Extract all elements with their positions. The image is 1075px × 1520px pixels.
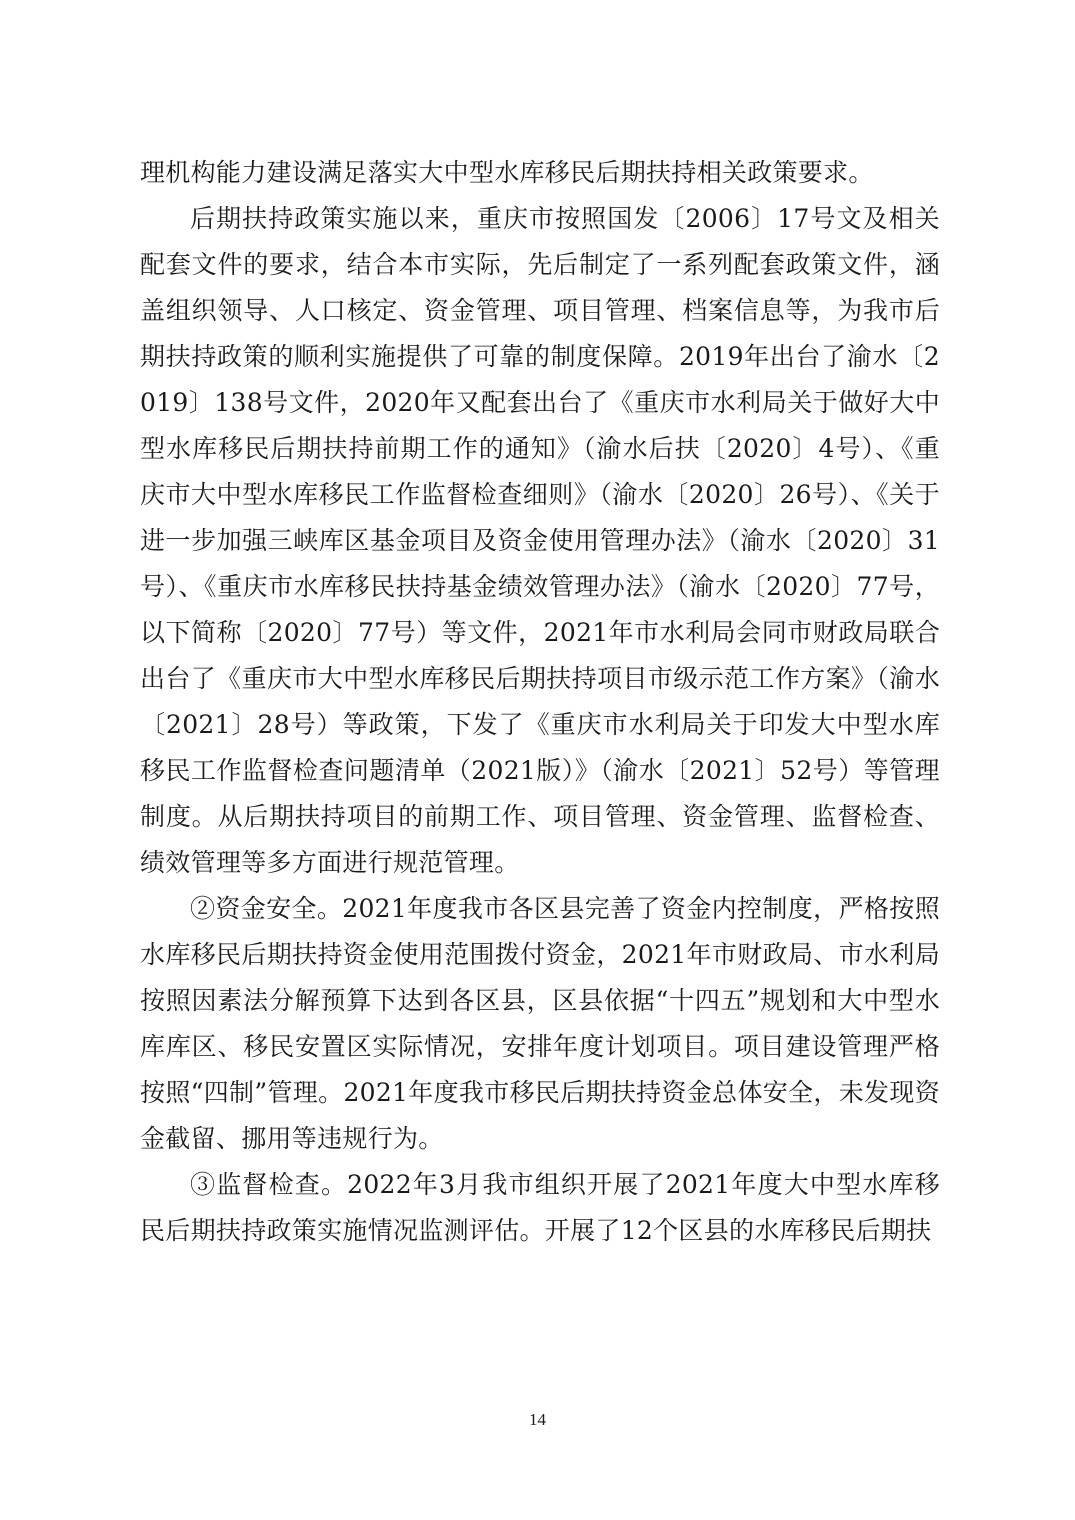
paragraph-policy-documents: 后期扶持政策实施以来，重庆市按照国发〔2006〕17号文及相关配套文件的要求，结合本市实际，先后制定了一系列配套政策文件，涵盖组织领导、人口核定、资金管理、项目管理、档案信息等，为我市后期扶持政策的顺利实施提供了可靠的制度保障。2019年出台了渝水〔2019〕138号文件，2020年又配套出台了《重庆市水利局关于做好大中型水库移民后期扶持前期工作的通知》（渝水后扶〔2020〕4号）、《重庆市大中型水库移民工作监督检查细则》（渝水〔2020〕26号）、《关于进一步加强三峡库区基金项目及资金使用管理办法》（渝水〔2020〕31号）、《重庆市水库移民扶持基金绩效管理办法》（渝水〔2020〕77号，以下简称〔2020〕77号）等文件，2021年市水利局会同市财政局联合出台了《重庆市大中型水库移民后期扶持项目市级示范工作方案》（渝水〔2021〕28号）等政策，下发了《重庆市水利局关于印发大中型水库移民工作监督检查问题清单（2021版）》（渝水〔2021〕52号）等管理制度。从后期扶持项目的前期工作、项目管理、资金管理、监督检查、绩效管理等多方面进行规范管理。 xyxy=(140,204,940,877)
paragraph-supervision-inspection: ③监督检查。2022年3月我市组织开展了2021年度大中型水库移民后期扶持政策实施情况监测评估。开展了12个区县的水库移民后期扶 xyxy=(140,1170,940,1245)
paragraph-continuation: 理机构能力建设满足落实大中型水库移民后期扶持相关政策要求。 xyxy=(140,158,874,187)
page-number: 14 xyxy=(529,1410,546,1429)
paragraph-fund-security: ②资金安全。2021年度我市各区县完善了资金内控制度，严格按照水库移民后期扶持资金使用范围拨付资金，2021年市财政局、市水利局按照因素法分解预算下达到各区县，区县依据“十四五”规划和大中型水库库区、移民安置区实际情况，安排年度计划项目。项目建设管理严格按照“四制”管理。2021年度我市移民后期扶持资金总体安全，未发现资金截留、挪用等违规行为。 xyxy=(140,894,940,1153)
body-text xyxy=(140,150,940,1254)
